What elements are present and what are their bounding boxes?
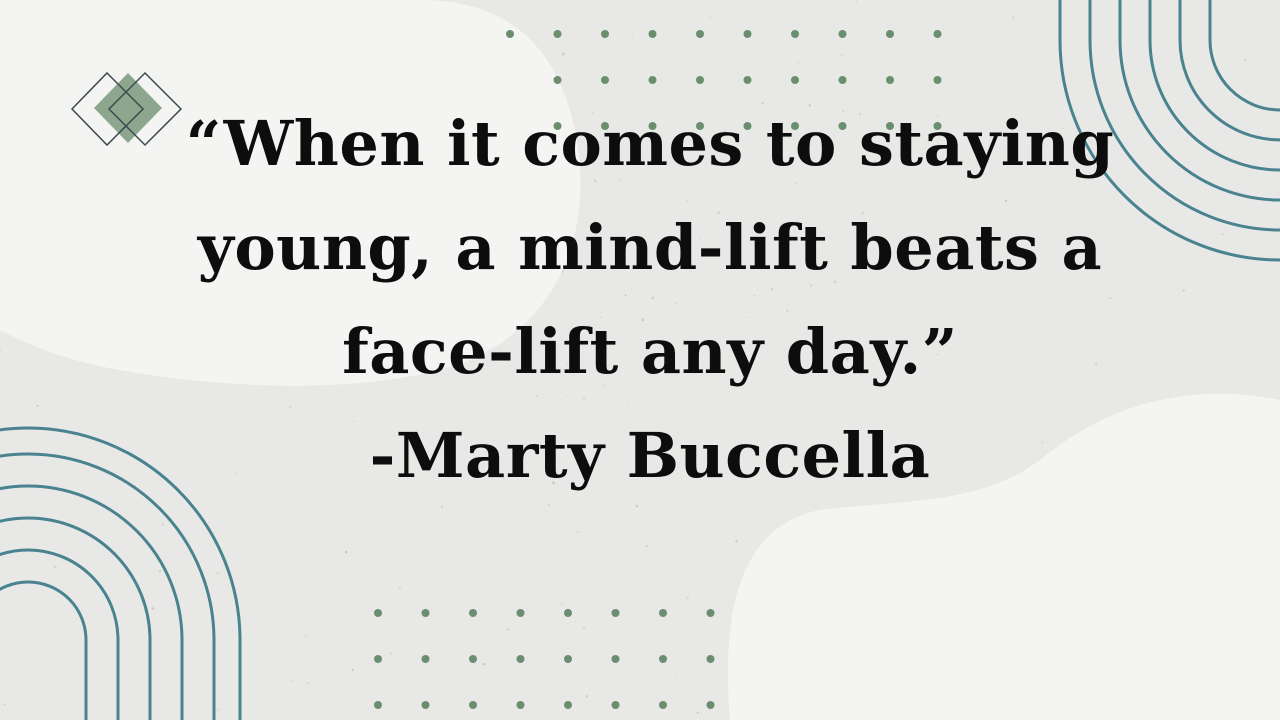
dot [649,30,657,38]
texture-speck [305,636,307,638]
texture-speck [1136,247,1137,248]
dot [707,701,715,709]
texture-speck [577,531,579,533]
dot [659,701,667,709]
texture-speck [54,566,57,569]
texture-speck [376,718,377,719]
texture-speck [1253,3,1254,4]
dot [554,30,562,38]
texture-speck [1247,127,1248,128]
dot [374,655,382,663]
dot [886,30,894,38]
dot [707,609,715,617]
texture-speck [217,709,219,711]
texture-speck [36,405,38,407]
dot [696,76,704,84]
texture-speck [575,621,577,623]
arc-line [0,518,150,720]
arc-line [0,550,118,720]
dot [839,30,847,38]
dot [517,655,525,663]
dot [886,76,894,84]
dot [839,76,847,84]
texture-speck [798,61,800,63]
texture-speck [217,572,219,574]
dot [601,30,609,38]
dot [517,701,525,709]
texture-speck [162,523,165,526]
dot [422,609,430,617]
quote-line-2: young, a mind-lift beats a [197,211,1103,284]
texture-speck [856,1,857,2]
texture-speck [686,597,689,600]
texture-speck [390,652,392,654]
quote-line-1: “When it comes to staying [185,107,1115,180]
dot [469,701,477,709]
texture-speck [506,628,508,630]
texture-speck [735,540,738,543]
dot [422,655,430,663]
arc-line [1210,0,1280,110]
texture-speck [159,570,162,573]
texture-speck [675,678,676,679]
dot [659,655,667,663]
dot [517,609,525,617]
dot [469,609,477,617]
texture-speck [399,587,401,589]
dot [659,609,667,617]
dot [707,655,715,663]
texture-speck [709,17,711,19]
dot [934,76,942,84]
texture-speck [1012,17,1014,19]
texture-speck [152,607,154,609]
texture-speck [345,551,348,554]
texture-speck [562,53,565,56]
dot [506,30,514,38]
texture-speck [697,712,699,714]
quote-author: -Marty Buccella [369,419,931,492]
texture-speck [1244,58,1246,60]
texture-speck [561,603,563,605]
texture-speck [583,627,585,629]
dot [744,30,752,38]
quote-text [180,92,1120,508]
dot [744,76,752,84]
dot [564,701,572,709]
dot [612,655,620,663]
dot [791,76,799,84]
texture-speck [307,682,308,683]
texture-speck [482,663,484,665]
texture-speck [1182,289,1184,291]
dot [934,30,942,38]
texture-speck [901,10,902,11]
arc-line [1150,0,1280,170]
arc-line [0,582,86,720]
texture-speck [341,688,342,689]
texture-speck [98,634,99,635]
texture-speck [793,71,794,72]
dot [612,701,620,709]
dot [554,76,562,84]
texture-speck [837,5,838,6]
dot [791,30,799,38]
dot [564,609,572,617]
dot [696,30,704,38]
texture-speck [841,54,843,56]
texture-speck [1215,1,1217,3]
dot [564,655,572,663]
texture-speck [4,703,6,705]
dot [469,655,477,663]
arc-line [1180,0,1280,140]
texture-speck [290,679,292,681]
texture-speck [1228,370,1229,371]
texture-speck [586,695,589,698]
dot [422,701,430,709]
dot [649,76,657,84]
texture-speck [1222,233,1224,235]
texture-speck [0,350,1,352]
texture-speck [352,669,354,671]
texture-speck [549,662,550,663]
dot [374,609,382,617]
bottom-dot-grid [374,609,715,709]
texture-speck [632,37,634,39]
dot [612,609,620,617]
quote-line-3: face-lift any day.” [342,315,958,388]
dot [601,76,609,84]
arc-line [0,486,182,720]
dot [374,701,382,709]
texture-speck [645,545,647,547]
